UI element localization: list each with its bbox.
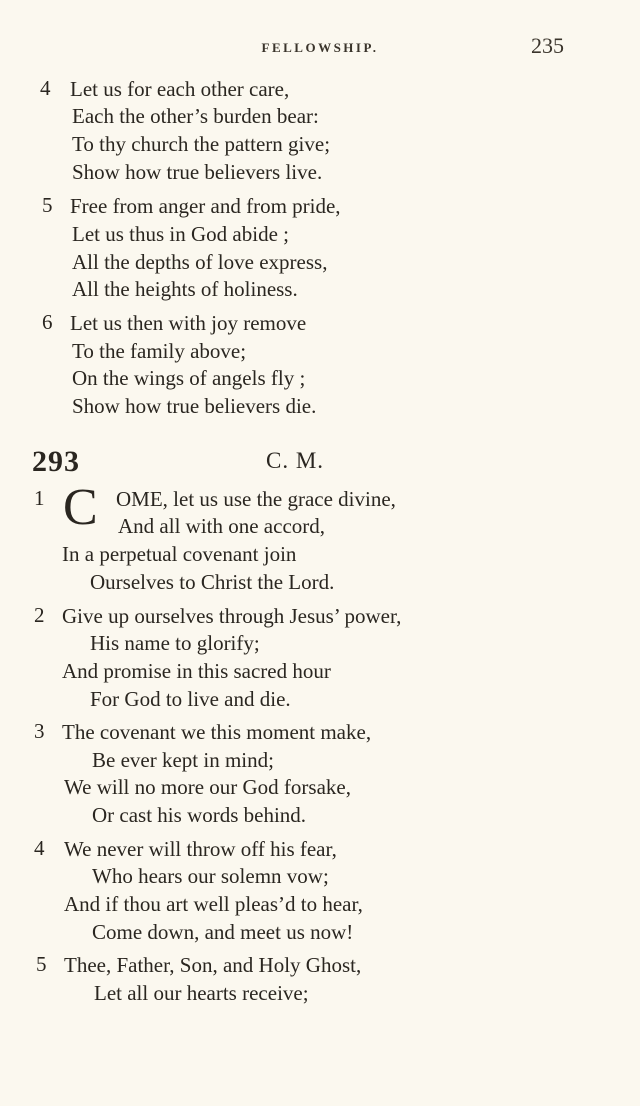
verse-line: Who hears our solemn vow;	[92, 864, 329, 888]
verse-line: Let us for each other care,	[70, 77, 290, 101]
verse-line: And promise in this sacred hour	[62, 659, 331, 683]
stanza-number: 6	[42, 310, 53, 334]
verse-line: And if thou art well pleas’d to hear,	[64, 892, 363, 916]
verse-line: Be ever kept in mind;	[92, 748, 274, 772]
stanza-number: 1	[34, 486, 45, 510]
verse-line: We will no more our God forsake,	[64, 775, 351, 799]
verse-line: Ourselves to Christ the Lord.	[90, 570, 335, 594]
verse-line: And all with one accord,	[118, 514, 326, 538]
verse-line: His name to glorify;	[90, 631, 260, 655]
stanza-number: 5	[42, 193, 53, 217]
hymn-meter: C. M.	[266, 448, 325, 473]
stanza-number: 5	[36, 952, 47, 976]
verse-line: In a perpetual covenant join	[62, 542, 297, 566]
verse-line: Each the other’s burden bear:	[72, 104, 319, 128]
verse-line: Let us then with joy remove	[70, 311, 307, 335]
verse-line: To the family above;	[72, 339, 247, 363]
hymn-number: 293	[32, 445, 80, 478]
verse-line: Let all our hearts receive;	[94, 981, 309, 1005]
verse-line: To thy church the pattern give;	[72, 132, 331, 156]
stanza-number: 4	[34, 836, 45, 860]
verse-line: Or cast his words behind.	[92, 803, 307, 827]
verse-line: All the depths of love express,	[72, 250, 328, 274]
verse-line: Show how true believers live.	[72, 160, 323, 184]
stanza-number: 4	[40, 76, 51, 100]
verse-line: For God to live and die.	[90, 687, 291, 711]
verse-line: Thee, Father, Son, and Holy Ghost,	[64, 953, 362, 977]
stanza-number: 3	[34, 719, 45, 743]
stanza-number: 2	[34, 603, 45, 627]
page-number: 235	[531, 33, 564, 58]
verse-line: OME, let us use the grace divine,	[116, 487, 396, 511]
verse-line: On the wings of angels fly ;	[72, 366, 306, 390]
verse-line: The covenant we this moment make,	[62, 720, 372, 744]
running-header: FELLOWSHIP.	[261, 40, 379, 55]
verse-line: Come down, and meet us now!	[92, 920, 354, 944]
verse-line: All the heights of holiness.	[72, 277, 298, 301]
verse-line: Give up ourselves through Jesus’ power,	[62, 604, 402, 628]
verse-line: We never will throw off his fear,	[64, 837, 337, 861]
drop-cap: C	[63, 479, 98, 536]
verse-line: Show how true believers die.	[72, 394, 317, 418]
verse-line: Let us thus in God abide ;	[72, 222, 289, 246]
verse-line: Free from anger and from pride,	[70, 194, 341, 218]
